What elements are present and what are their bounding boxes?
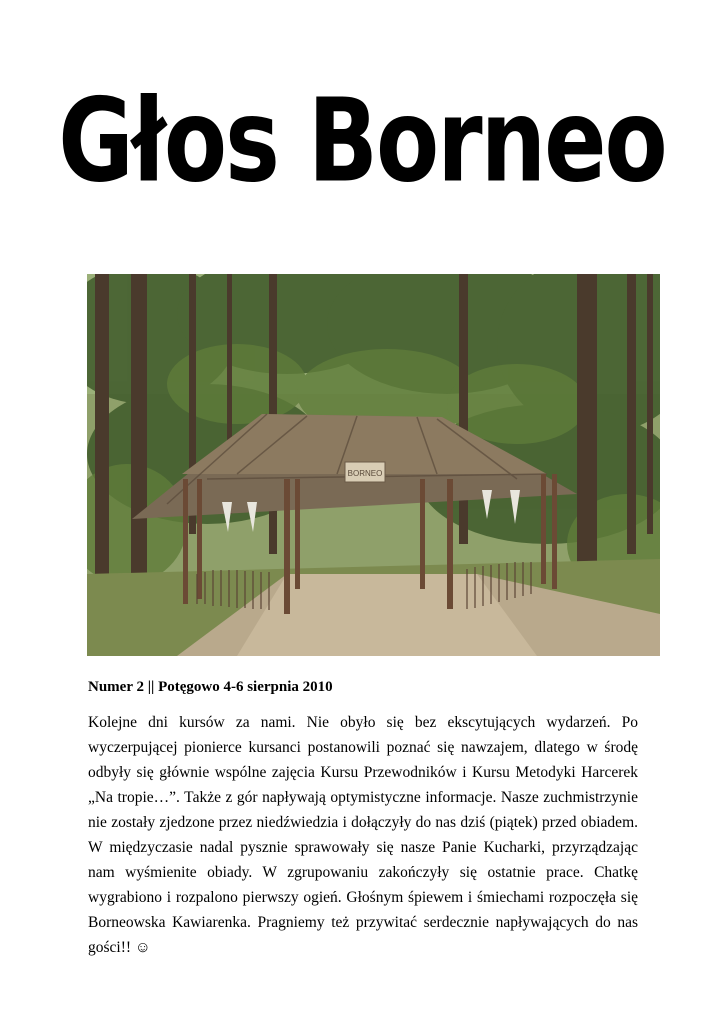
photo-sign-text: BORNEO [347,469,383,478]
camp-gate-photo [87,274,660,656]
article-paragraph: Kolejne dni kursów za nami. Nie obyło się bez ekscytujących wydarzeń. Po wyczerpującej pionierce kursanci postanowili poznać się nawzajem, dlatego w środę odbyły się głównie wspólne zajęcia Kursu Przewodników i Kursu Metodyki Harcerek „Na tropie…”. Także z gór napływają optymistyczne informacje. Nasze zuchmistrzynie nie zostały zjedzone przez niedźwiedzia i dołączyły do nas dziś (piątek) przed obiadem. W międzyczasie nadal pysznie sprawowały się nasze Panie Kucharki, przyrządzając nam wyśmienite obiady. W zgrupowaniu zakończyły się ostatnie prace. Chatkę wygrabiono i rozpalono pierwszy ogień. Głośnym śpiewem i śmiechami rozpoczęła się Borneowska Kawiarenka. Pragniemy też przywitać serdecznie napływających do nas gości!! ☺ [88,714,638,956]
issue-line: Numer 2 || Potęgowo 4-6 sierpnia 2010 [88,679,333,695]
masthead-title: Głos Borneo [58,74,666,208]
